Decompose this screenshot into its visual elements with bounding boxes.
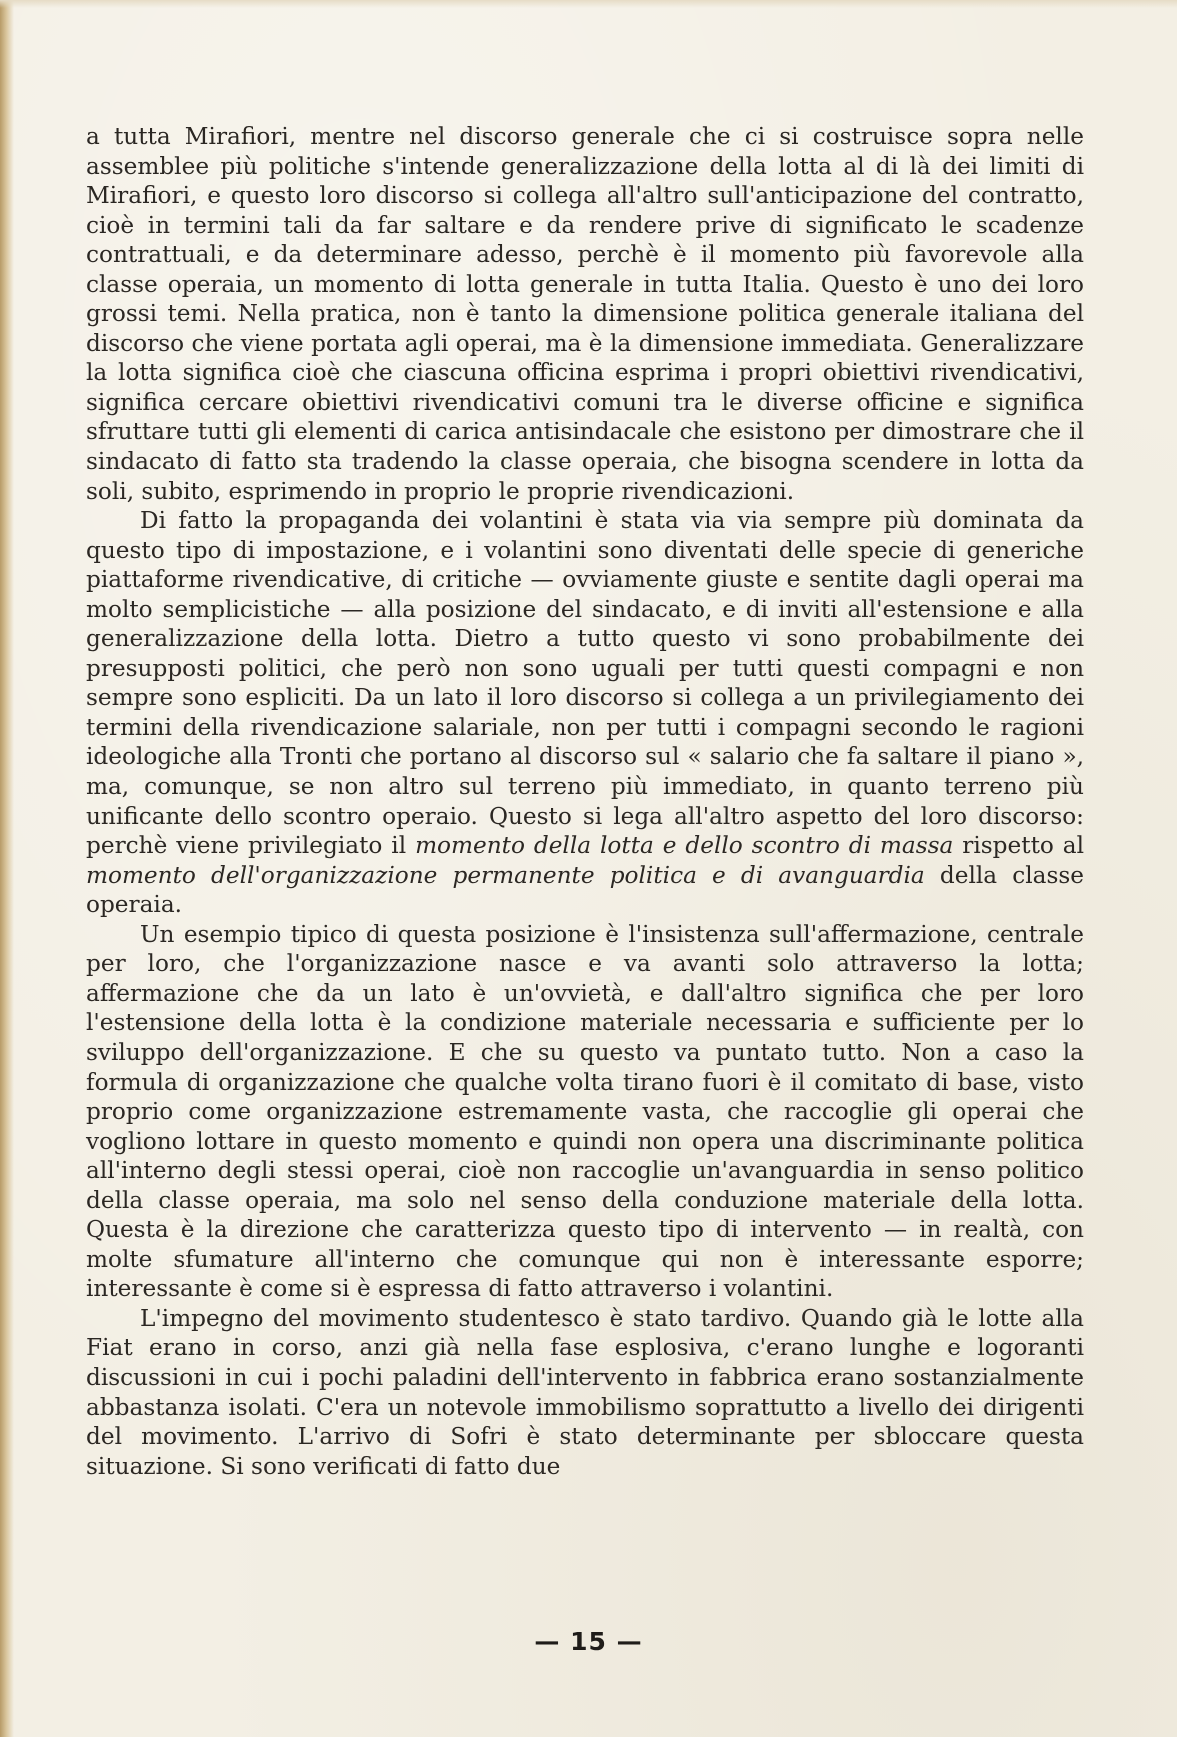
paragraph-2 [86,506,1084,920]
page-number: — 15 — [534,1627,643,1656]
paragraph-3 [86,920,1084,1304]
paragraph-2-italic-a: momento della lotta e dello scontro di massa [415,832,954,860]
paragraph-3-text: Un esempio tipico di questa posizione è l'insistenza sull'affermazione, centrale per loro, che l'organizzazione nasce e va avanti solo attraverso la lotta; affermazione che da un lato è un'ovvietà, e dall'altro significa che per loro l'estensione della lotta è la condizione materiale necessaria e sufficiente per lo sviluppo dell'organizzazione. E che su questo va puntato tutto. Non a caso la formula di organizzazione che qualche volta tirano fuori è il comitato di base, visto proprio come organizzazione estremamente vasta, che raccoglie gli operai che vogliono lottare in questo momento e quindi non opera una discriminante politica all'interno degli stessi operai, cioè non raccoglie un'avanguardia in senso politico della classe operaia, ma solo nel senso della conduzione materiale della lotta. Questa è la direzione che caratterizza questo tipo di intervento — in realtà, con molte sfumature all'interno che comunque qui non è interessante esporre; interessante è come si è espressa di fatto attraverso i volantini. [86,920,1084,1303]
paragraph-2-text-a: Di fatto la propaganda dei volantini è stata via via sempre più dominata da questo tipo di impostazione, e i volantini sono diventati delle specie di generiche piattaforme rivendicative, di critiche — ovviamente giuste e sentite dagli operai ma molto semplicistiche — alla posizione del sindacato, e di inviti all'estensione e alla generalizzazione della lotta. Dietro a tutto questo vi sono probabilmente dei presupposti politici, che però non sono uguali per tutti questi compagni e non sempre sono espliciti. Da un lato il loro discorso si collega a un privilegiamento dei termini della rivendicazione salariale, non per tutti i compagni secondo le ragioni ideologiche alla Tronti che portano al discorso sul « salario che fa saltare il piano », ma, comunque, se non altro sul terreno più immediato, in quanto terreno più unificante dello scontro operaio. Questo si lega all'altro aspetto del loro discorso: perchè viene privilegiato il [86,507,1084,860]
paragraph-2-text-b: rispetto al [953,832,1085,860]
page-left-edge-shadow [0,0,14,1737]
page-top-edge-shadow [0,0,1197,8]
body-text [86,122,1084,1481]
paragraph-1 [86,122,1084,506]
paragraph-4-text: L'impegno del movimento studentesco è stato tardivo. Quando già le lotte alla Fiat erano in corso, anzi già nella fase esplosiva, c'erano lunghe e logoranti discussioni in cui i pochi paladini dell'intervento in fabbrica erano sostanzialmente abbastanza isolati. C'era un notevole immobilismo soprattutto a livello dei dirigenti del movimento. L'arrivo di Sofri è stato determinante per sbloccare questa situazione. Si sono verificati di fatto due [86,1304,1084,1480]
page-right-margin [1177,0,1197,1737]
paragraph-2-text-c: della classe operaia. [86,861,1084,919]
paragraph-2-italic-b: momento dell'organizzazione permanente politica e di avanguardia [86,861,925,889]
paragraph-4 [86,1304,1084,1481]
paragraph-1-text: a tutta Mirafiori, mentre nel discorso generale che ci si costruisce sopra nelle assemblee più politiche s'intende generalizzazione della lotta al di là dei limiti di Mirafiori, e questo loro discorso si collega all'altro sull'anticipazione del contratto, cioè in termini tali da far saltare e da rendere prive di significato le scadenze contrattuali, e da determinare adesso, perchè è il momento più favorevole alla classe operaia, un momento di lotta generale in tutta Italia. Questo è uno dei loro grossi temi. Nella pratica, non è tanto la dimensione politica generale italiana del discorso che viene portata agli operai, ma è la dimensione immediata. Generalizzare la lotta significa cioè che ciascuna officina esprima i propri obiettivi rivendicativi, significa cercare obiettivi rivendicativi comuni tra le diverse officine e significa sfruttare tutti gli elementi di carica antisindacale che esistono per dimostrare che il sindacato di fatto sta tradendo la classe operaia, che bisogna scendere in lotta da soli, subito, esprimendo in proprio le proprie rivendicazioni. [86,123,1084,505]
